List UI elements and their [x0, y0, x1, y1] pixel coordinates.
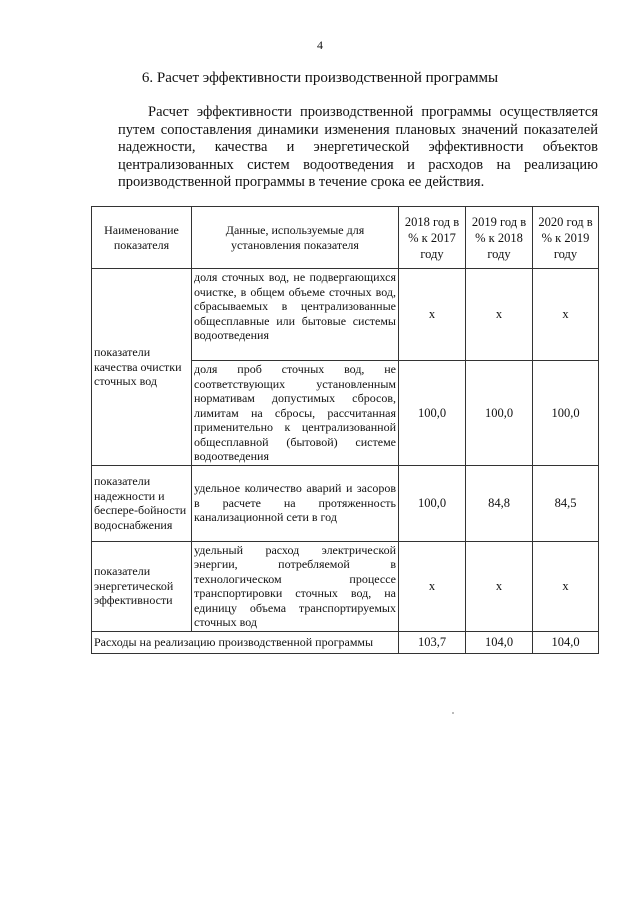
intro-paragraph	[118, 104, 598, 192]
value-2019: x	[466, 541, 533, 631]
row-description: доля сточных вод, не подвергающихся очистке, в общем объеме сточных вод, сбрасываемых в централизованные общесплавные или бытовые системы водоотведения	[192, 269, 399, 361]
header-data-used: Данные, используемые для установления показателя	[192, 207, 399, 269]
header-2019: 2019 год в % к 2018 году	[466, 207, 533, 269]
value-2018: 100,0	[399, 361, 466, 466]
value-2019: 84,8	[466, 465, 533, 541]
row-description: удельное количество аварий и засоров в расчете на протяженность канализационной сети в год	[192, 465, 399, 541]
efficiency-table	[91, 206, 599, 654]
value-2018: 103,7	[399, 631, 466, 653]
value-2018: 100,0	[399, 465, 466, 541]
table-footer-row	[92, 631, 599, 653]
indicator-quality: показатели качества очистки сточных вод	[92, 269, 192, 466]
scan-speck	[452, 712, 454, 714]
row-description: доля проб сточных вод, не соответствующих установленным нормативам допустимых сбросов, лимитам на сбросы, рассчитанная применительно к централизованной общесплавной (бытовой) системе водоотведения	[192, 361, 399, 466]
row-description: удельный расход электрической энергии, потребляемой в технологическом процессе транспортировки сточных вод, на единицу объема транспортируемых сточных вод	[192, 541, 399, 631]
value-2020: x	[533, 541, 599, 631]
table-row	[92, 465, 599, 541]
value-2020: 100,0	[533, 361, 599, 466]
value-2020: x	[533, 269, 599, 361]
header-2020: 2020 год в % к 2019 году	[533, 207, 599, 269]
header-2018: 2018 год в % к 2017 году	[399, 207, 466, 269]
value-2020: 104,0	[533, 631, 599, 653]
header-indicator: Наименование показателя	[92, 207, 192, 269]
indicator-energy: показатели энергетической эффективности	[92, 541, 192, 631]
page-number: 4	[317, 38, 323, 52]
table-row	[92, 269, 599, 361]
value-2019: 104,0	[466, 631, 533, 653]
value-2018: x	[399, 541, 466, 631]
table-row	[92, 541, 599, 631]
section-title: 6. Расчет эффективности производственной программы	[141, 70, 499, 86]
table-header-row	[92, 207, 599, 269]
value-2019: x	[466, 269, 533, 361]
expenses-label: Расходы на реализацию производственной программы	[92, 631, 399, 653]
value-2020: 84,5	[533, 465, 599, 541]
intro-text: Расчет эффективности производственной программы осуществляется путем сопоставления динамики изменения плановых значений показателей надежности, качества и энергетической эффективности объектов централизованных систем водоотведения и расходов на реализацию производственной программы в течение срока ее действия.	[118, 104, 598, 190]
value-2018: x	[399, 269, 466, 361]
value-2019: 100,0	[466, 361, 533, 466]
indicator-reliability: показатели надежности и беспере-бойности водоснабжения	[92, 465, 192, 541]
